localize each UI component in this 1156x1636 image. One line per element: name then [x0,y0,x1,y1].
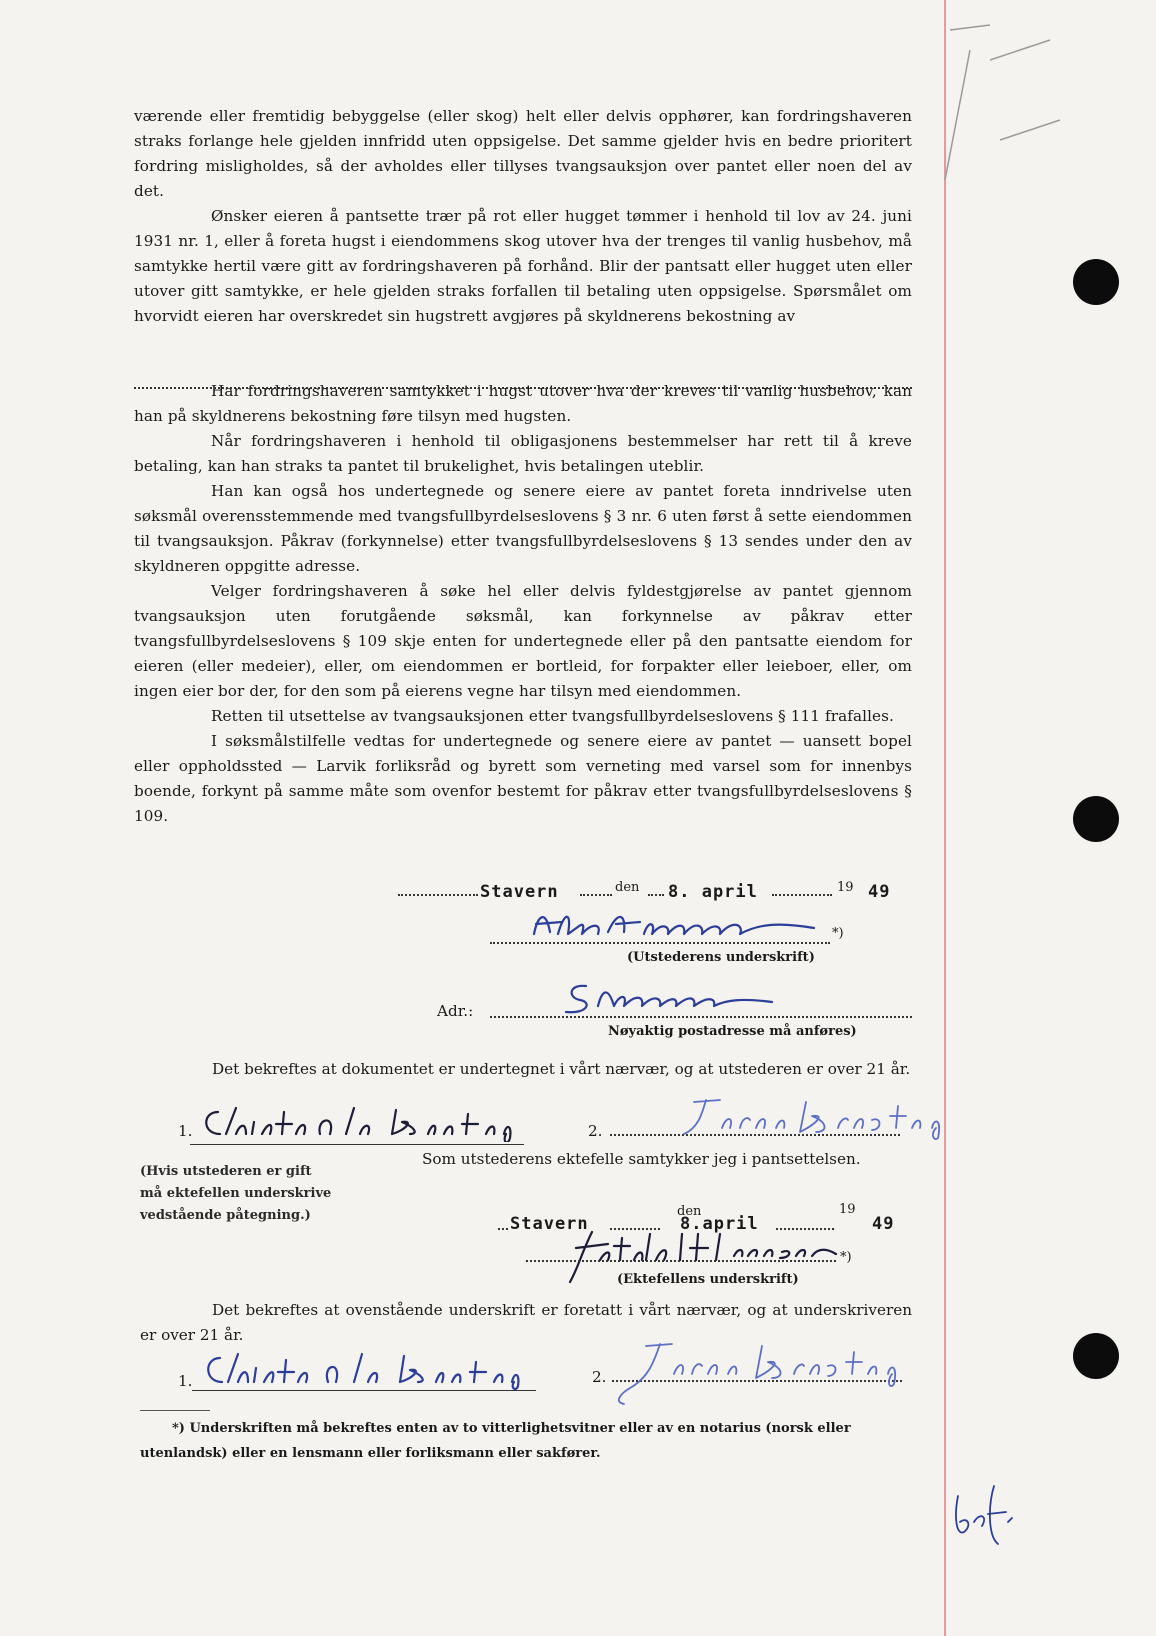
address-line [490,1016,912,1018]
paragraph: Velger fordringshaveren å søke hel eller delvis fyldestgjørelse av pantet gjennom tvangsauksjon uten forutgående søksmål, kan forkynnelse av påkrav etter tvangsfullbyrdelseslovens § 109 skje enten for undertegnede eller på den pantsatte eiendom for eieren (eller medeier), eller, om eiendommen er bortleid, for forpakter eller leieboer, eller, om ingen eier bor der, for den som på eierens vegne har tilsyn med eiendommen. [134,582,912,700]
witness-3-signature [198,1346,538,1390]
adr-label: Adr.: [437,1002,474,1020]
blank-dotted-gap [134,329,912,379]
paragraph: I søksmålstilfelle vedtas for undertegnede og senere eiere av pantet — uansett bopel eller oppholdssted — Larvik forliksråd og byrett som verneting med varsel som for innenbys boende, forkynt på samme måte som ovenfor bestemt for påkrav etter tvangsfullbyrdelseslovens § 109. [134,732,912,825]
spouse-year-prefix: 19 [839,1202,856,1217]
spouse-note-line: vedstående påtegning.) [140,1208,311,1223]
issuer-signature [528,904,838,946]
pencil-marks [930,20,1080,200]
witness-number-2: 2. [588,1122,603,1140]
spouse-year-field: 49 [872,1214,895,1234]
pencil-initials [948,1476,1028,1556]
witness-2-signature [676,1094,956,1140]
witness-number-2: 2. [592,1368,607,1386]
paragraph: Ønsker eieren å pantsette trær på rot eller hugget tømmer i henhold til lov av 24. juni 1931 nr. 1, eller å foreta hugst i eiendommens skog utover hva der trenges til vanlig husbehov, må samtykke hertil være gitt av fordringshaveren på forhånd. Blir der pantsatt eller hugget uten eller utover gitt samtykke, er hele gjelden straks forfallen til betaling uten oppsigelse. Spørsmålet om hvorvidt eieren har overskredet sin hugstrett avgjøres på skyldnerens bekostning av [134,207,912,325]
dotted-line [398,894,478,896]
den-label: den [615,880,640,895]
paragraph: Han kan også hos undertegnede og senere eiere av pantet foreta inndrivelse uten søksmål overensstemmende med tvangsfullbyrdelseslovens § 3 nr. 6 uten først å sette eiendommen til tvangsauksjon. Påkrav (forkynnelse) etter tvangsfullbyrdelseslovens § 13 sendes under den av skyldneren oppgitte adresse. [134,482,912,575]
paragraph: Retten til utsettelse av tvangsauksjonen etter tvangsfullbyrdelseslovens § 111 frafalles. [211,707,894,725]
dotted-line [772,894,832,896]
signature-caption: (Utstederens underskrift) [627,950,815,965]
spouse-den-label: den [677,1204,702,1219]
witness-statement-2: Det bekreftes at ovenstående underskrift er foretatt i vårt nærvær, og at underskriveren er over 21 år. [140,1301,912,1344]
punch-hole [1073,1333,1119,1379]
spouse-consent: Som utstederens ektefelle samtykker jeg i pantsettelsen. [422,1150,861,1168]
punch-hole [1073,796,1119,842]
date-field: 8. april [668,882,758,902]
witness-1-line [190,1144,524,1145]
address-handwriting [558,976,798,1016]
dotted-line [580,894,612,896]
paragraph: Har fordringshaveren samtykket i hugst utover hva der kreves til vanlig husbehov, kan han på skyldnerens bekostning føre tilsyn med hugsten. [134,382,912,425]
footnote: *) Underskriften må bekreftes enten av to vitterlighetsvitner eller av en notarius (norsk eller utenlandsk) eller en lensmann eller forliksmann eller sakfører. [140,1421,851,1461]
asterisk: *) [840,1250,852,1265]
paragraph: Når fordringshaveren i henhold til obligasjonens bestemmelser har rett til å kreve betaling, kan han straks ta pantet til brukelighet, hvis betalingen uteblir. [134,432,912,475]
spouse-place-field: Stavern [510,1214,589,1234]
margin-rule [944,0,946,1636]
paragraph: værende eller fremtidig bebyggelse (eller skog) helt eller delvis opphører, kan fordringshaveren straks forlange hele gjelden innfridd uten oppsigelse. Det samme gjelder hvis en bedre prioritert fordring misligholdes, så der avholdes eller tillyses tvangsauksjon over pantet eller noen del av det. [134,107,912,200]
place-field: Stavern [480,882,559,902]
witness-4-signature [610,1338,930,1408]
spouse-signature-caption: (Ektefellens underskrift) [617,1272,799,1287]
dotted-line [498,1228,508,1230]
year-prefix: 19 [837,880,854,895]
witness-3-line [192,1390,536,1391]
address-caption: Nøyaktig postadresse må anføres) [608,1024,857,1039]
year-field: 49 [868,882,891,902]
dotted-line [648,894,664,896]
witness-statement: Det bekreftes at dokumentet er undertegnet i vårt nærvær, og at utstederen er over 21 år. [212,1060,911,1078]
spouse-note-line: må ektefellen underskrive [140,1186,332,1201]
witness-number-1: 1. [178,1372,193,1390]
footnote-rule [140,1410,210,1411]
asterisk: *) [832,926,844,941]
punch-hole [1073,259,1119,305]
spouse-note-line: (Hvis utstederen er gift [140,1164,312,1179]
signature-line [490,942,830,944]
witness-number-1: 1. [178,1122,193,1140]
spouse-date-field: 8.april [680,1214,759,1234]
body-text [134,104,912,829]
witness-1-signature [196,1102,526,1142]
dotted-line [134,387,912,389]
spouse-signature-line [526,1260,836,1262]
